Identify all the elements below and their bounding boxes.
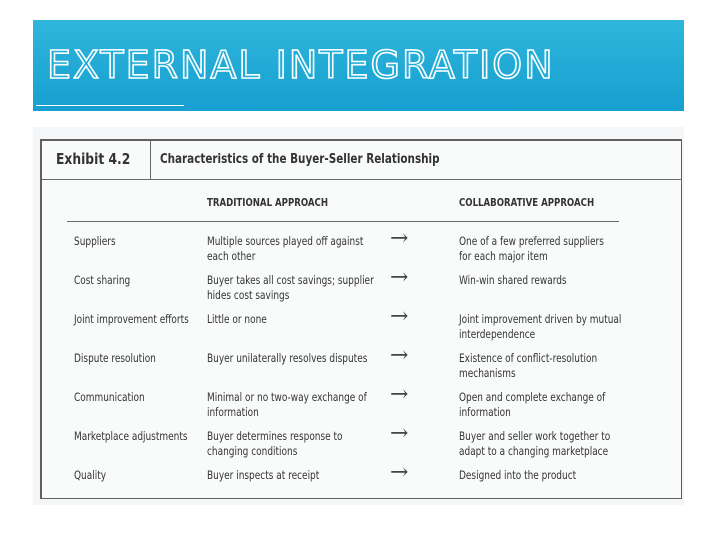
collaborative-line: Buyer and seller work together to bbox=[459, 429, 611, 443]
arrow-icon: → bbox=[390, 226, 409, 251]
table-row-label bbox=[74, 312, 189, 327]
collaborative-line: mechanisms bbox=[459, 366, 516, 380]
column-header-collaborative: COLLABORATIVE APPROACH bbox=[459, 196, 595, 209]
slide-title: EXTERNAL INTEGRATION bbox=[47, 43, 555, 87]
exhibit-label: Exhibit 4.2 bbox=[56, 150, 131, 168]
table-cell-traditional bbox=[207, 273, 374, 303]
exhibit-image bbox=[33, 127, 684, 505]
table-row-label bbox=[74, 351, 156, 366]
table-cell-traditional bbox=[207, 312, 267, 327]
arrow-icon: → bbox=[390, 460, 409, 485]
table-cell-collaborative bbox=[459, 273, 567, 288]
traditional-line: hides cost savings bbox=[207, 288, 290, 302]
table-cell-collaborative bbox=[459, 390, 605, 420]
arrow-icon: → bbox=[390, 265, 409, 290]
exhibit-header-divider bbox=[150, 141, 151, 179]
table-cell-traditional bbox=[207, 390, 367, 420]
row-label-text: Communication bbox=[74, 390, 145, 404]
table-cell-collaborative bbox=[459, 312, 621, 342]
table-cell-traditional bbox=[207, 351, 367, 366]
row-label-text: Suppliers bbox=[74, 234, 116, 248]
arrow-icon: → bbox=[390, 421, 409, 446]
row-label-text: Cost sharing bbox=[74, 273, 131, 287]
table-cell-collaborative bbox=[459, 234, 604, 264]
row-label-text: Joint improvement efforts bbox=[74, 312, 189, 326]
traditional-line: information bbox=[207, 405, 259, 419]
table-cell-traditional bbox=[207, 429, 343, 459]
exhibit-caption: Characteristics of the Buyer-Seller Relationship bbox=[160, 152, 440, 167]
collaborative-line: interdependence bbox=[459, 327, 536, 341]
table-row-label bbox=[74, 234, 116, 249]
collaborative-line: Existence of conflict-resolution bbox=[459, 351, 598, 365]
table-row-label bbox=[74, 273, 130, 288]
title-underline bbox=[36, 105, 184, 106]
collaborative-line: information bbox=[459, 405, 511, 419]
row-label-text: Marketplace adjustments bbox=[74, 429, 188, 443]
collaborative-line: Open and complete exchange of bbox=[459, 390, 606, 404]
traditional-line: Multiple sources played off against bbox=[207, 234, 364, 248]
traditional-line: Buyer takes all cost savings; supplier bbox=[207, 273, 374, 287]
column-header-rule bbox=[67, 221, 619, 222]
traditional-line: Buyer unilaterally resolves disputes bbox=[207, 351, 368, 365]
table-cell-collaborative bbox=[459, 429, 610, 459]
traditional-line: Buyer inspects at receipt bbox=[207, 468, 320, 482]
exhibit-frame bbox=[40, 139, 682, 499]
table-cell-traditional bbox=[207, 468, 319, 483]
exhibit-header bbox=[42, 141, 681, 180]
arrow-icon: → bbox=[390, 382, 409, 407]
table-row-label bbox=[74, 468, 106, 483]
table-cell-traditional bbox=[207, 234, 363, 264]
table-cell-collaborative bbox=[459, 468, 576, 483]
traditional-line: Buyer determines response to bbox=[207, 429, 343, 443]
collaborative-line: Designed into the product bbox=[459, 468, 577, 482]
arrow-icon: → bbox=[390, 304, 409, 329]
traditional-line: Little or none bbox=[207, 312, 267, 326]
table-row-label bbox=[74, 390, 145, 405]
collaborative-line: for each major item bbox=[459, 249, 548, 263]
arrow-icon: → bbox=[390, 343, 409, 368]
table-row-label bbox=[74, 429, 188, 444]
traditional-line: Minimal or no two-way exchange of bbox=[207, 390, 367, 404]
collaborative-line: One of a few preferred suppliers bbox=[459, 234, 604, 248]
collaborative-line: Win-win shared rewards bbox=[459, 273, 567, 287]
collaborative-line: Joint improvement driven by mutual bbox=[459, 312, 622, 326]
table-cell-collaborative bbox=[459, 351, 597, 381]
traditional-line: changing conditions bbox=[207, 444, 298, 458]
column-header-traditional: TRADITIONAL APPROACH bbox=[207, 196, 329, 209]
row-label-text: Dispute resolution bbox=[74, 351, 156, 365]
row-label-text: Quality bbox=[74, 468, 107, 482]
collaborative-line: adapt to a changing marketplace bbox=[459, 444, 609, 458]
traditional-line: each other bbox=[207, 249, 256, 263]
